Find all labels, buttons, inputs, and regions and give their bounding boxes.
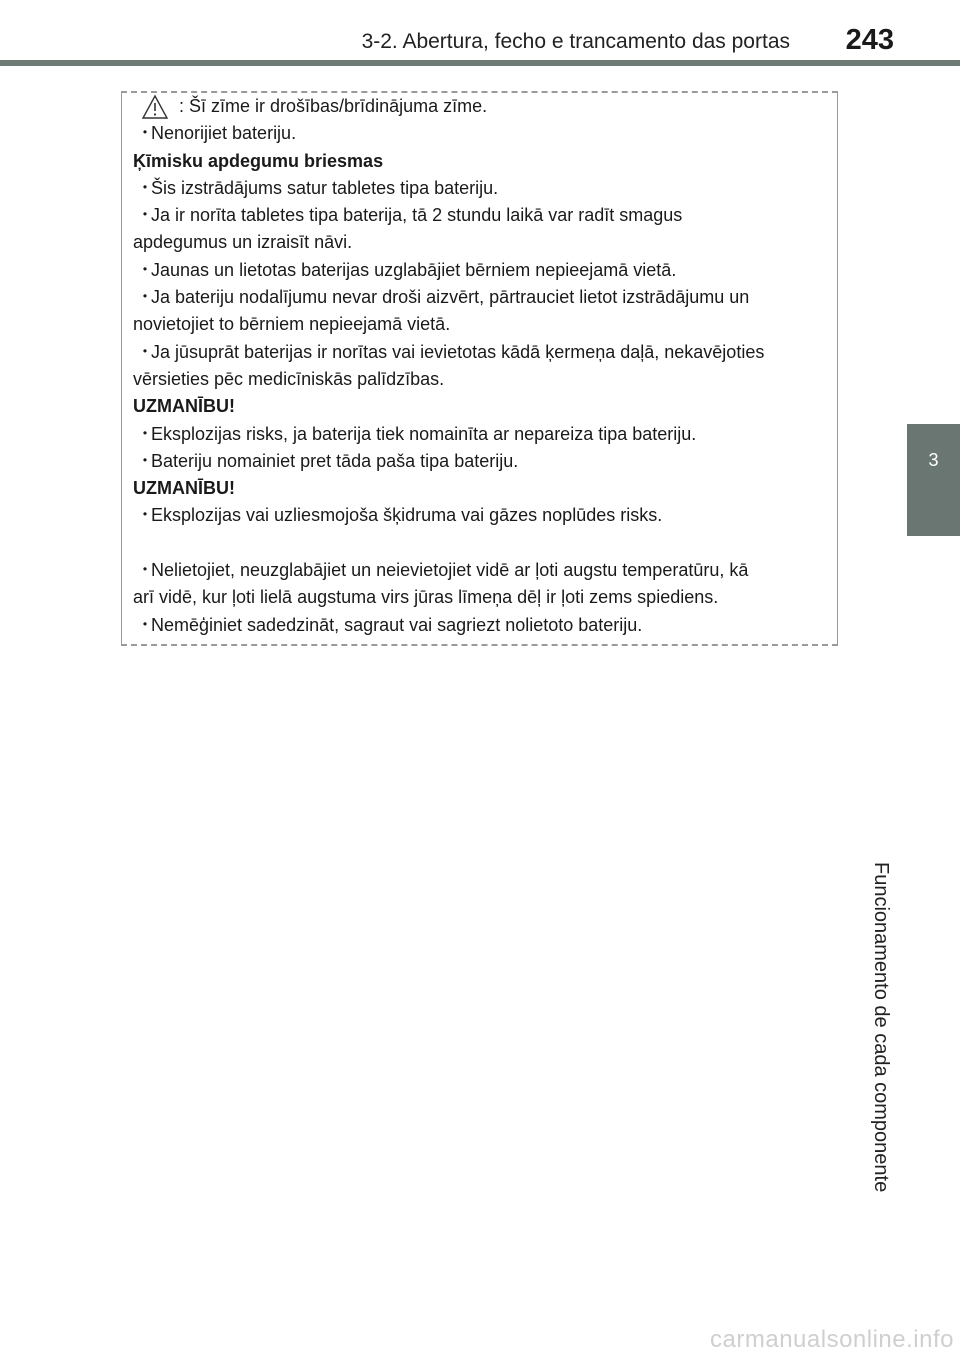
header-rule [0, 60, 960, 66]
compartment-line-1: ・ Ja bateriju nodalījumu nevar droši aizvērt, pārtrauciet lietot izstrādājumu un [133, 284, 823, 311]
temperature-line-1: ・ Nelietojiet, neuzglabājiet un neievietojiet vidē ar ļoti augstu temperatūru, kā [133, 557, 823, 584]
keep-away: ・ Jaunas un lietotas baterijas uzglabājiet bērniem nepieejamā vietā. [133, 257, 823, 284]
chemical-burn-heading: Ķīmisku apdegumu briesmas [133, 150, 384, 171]
temperature-line-2: arī vidē, kur ļoti lielā augstuma virs jūras līmeņa dēļ ir ļoti zems spiediens. [133, 587, 719, 608]
caution-heading: UZMANĪBU! [133, 396, 235, 417]
page-number: 243 [845, 24, 894, 56]
page-header [0, 0, 960, 64]
warning-content [133, 93, 823, 639]
contains-button-battery: ・ Šis izstrādājums satur tabletes tipa bateriju. [133, 175, 823, 202]
symbol-caption: : Šī zīme ir drošības/brīdinājuma zīme. [179, 96, 488, 116]
battery-warning-box [121, 91, 838, 646]
suspect-line-1: ・ Ja jūsuprāt baterijas ir norītas vai ievietotas kādā ķermeņa daļā, nekavējoties [133, 339, 823, 366]
explosion-leak: ・ Eksplozijas vai uzliesmojoša šķidruma vai gāzes noplūdes risks. [133, 502, 823, 529]
caution-heading: UZMANĪBU! [133, 478, 235, 499]
chapter-tab [907, 424, 960, 536]
symbol-line [133, 93, 823, 120]
replace-same-type: ・ Bateriju nomainiet pret tāda paša tipa bateriju. [133, 448, 823, 475]
spacer [133, 530, 823, 557]
section-title: 3-2. Abertura, fecho e trancamento das portas [361, 30, 790, 53]
do-not-swallow: ・ Nenorijiet bateriju. [133, 120, 823, 147]
chapter-title: Funcionamento de cada componente [870, 862, 892, 1193]
do-not-burn: ・ Nemēģiniet sadedzināt, sagraut vai sagriezt nolietoto bateriju. [133, 612, 823, 639]
swallowed-line-1: ・ Ja ir norīta tabletes tipa baterija, tā 2 stundu laikā var radīt smagus [133, 202, 823, 229]
swallowed-line-2: apdegumus un izraisīt nāvi. [133, 232, 353, 253]
watermark: carmanualsonline.info [710, 1326, 954, 1353]
compartment-line-2: novietojiet to bērniem nepieejamā vietā. [133, 314, 451, 335]
explosion-wrong-type: ・ Eksplozijas risks, ja baterija tiek nomainīta ar nepareiza tipa bateriju. [133, 421, 823, 448]
warning-triangle-icon [141, 94, 169, 120]
chapter-number: 3 [928, 450, 939, 470]
suspect-line-2: vērsieties pēc medicīniskās palīdzības. [133, 368, 445, 389]
